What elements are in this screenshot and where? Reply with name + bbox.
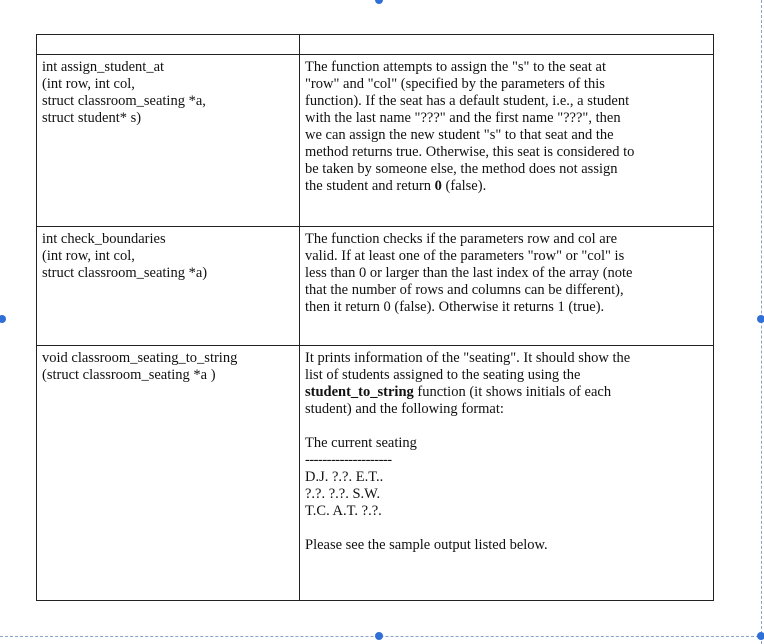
header-cell — [300, 35, 714, 55]
output-title: The current seating — [305, 435, 417, 451]
description-text: the student and return — [305, 178, 435, 194]
header-cell — [37, 35, 300, 55]
description-line: It prints information of the "seating". It should show the — [305, 350, 631, 366]
signature-line: void classroom_seating_to_string — [42, 350, 238, 366]
description-line: then it return 0 (false). Otherwise it returns 1 (true). — [305, 299, 605, 315]
description-line: we can assign the new student "s" to that seat and the — [305, 127, 614, 143]
description-line: that the number of rows and columns can be different), — [305, 282, 624, 298]
description-line: be taken by someone else, the method does not assign — [305, 161, 618, 177]
output-line: ?.?. ?.?. S.W. — [305, 486, 381, 502]
description-text: function (it shows initials of each — [413, 384, 612, 400]
resize-handle-right[interactable] — [757, 315, 764, 323]
signature-line: struct student* s) — [42, 110, 142, 126]
output-line: T.C. A.T. ?.?. — [305, 503, 382, 519]
blank-line — [305, 520, 708, 537]
signature-cell — [37, 227, 300, 346]
description-line: "row" and "col" (specified by the parameters of this — [305, 76, 605, 92]
signature-line: (int row, int col, — [42, 76, 135, 92]
table-row — [37, 55, 714, 227]
table-row — [37, 346, 714, 601]
description-line: student) and the following format: — [305, 401, 504, 417]
table-header-row — [37, 35, 714, 55]
description-cell — [300, 346, 714, 601]
output-line: D.J. ?.?. E.T.. — [305, 469, 384, 485]
description-line: method returns true. Otherwise, this seat is considered to — [305, 144, 635, 160]
blank-line — [305, 418, 708, 435]
description-line: less than 0 or larger than the last index of the array (note — [305, 265, 633, 281]
description-cell — [300, 227, 714, 346]
description-line: The function attempts to assign the "s" to the seat at — [305, 59, 606, 75]
signature-line: struct classroom_seating *a) — [42, 265, 208, 281]
resize-handle-left[interactable] — [0, 315, 6, 323]
resize-handle-corner[interactable] — [757, 632, 764, 640]
signature-line: (struct classroom_seating *a ) — [42, 367, 216, 383]
function-name-bold: student_to_string — [305, 384, 414, 400]
return-value-bold: 0 — [434, 178, 442, 194]
description-line: with the last name "???" and the first name "???", then — [305, 110, 621, 126]
resize-handle-top[interactable] — [375, 0, 383, 4]
function-spec-table — [36, 34, 714, 601]
description-line: function). If the seat has a default student, i.e., a student — [305, 93, 630, 109]
description-line: The function checks if the parameters row and col are — [305, 231, 618, 247]
output-separator: -------------------- — [305, 452, 392, 468]
description-line — [305, 178, 708, 195]
signature-line: int assign_student_at — [42, 59, 165, 75]
signature-line: (int row, int col, — [42, 248, 135, 264]
signature-cell — [37, 346, 300, 601]
description-line: valid. If at least one of the parameters "row" or "col" is — [305, 248, 625, 264]
closing-note: Please see the sample output listed below. — [305, 537, 548, 553]
description-text: (false). — [441, 178, 487, 194]
description-line: list of students assigned to the seating using the — [305, 367, 581, 383]
description-line — [305, 384, 708, 401]
table-row — [37, 227, 714, 346]
signature-cell — [37, 55, 300, 227]
signature-line: struct classroom_seating *a, — [42, 93, 206, 109]
description-cell — [300, 55, 714, 227]
signature-line: int check_boundaries — [42, 231, 166, 247]
resize-handle-bottom[interactable] — [375, 632, 383, 640]
